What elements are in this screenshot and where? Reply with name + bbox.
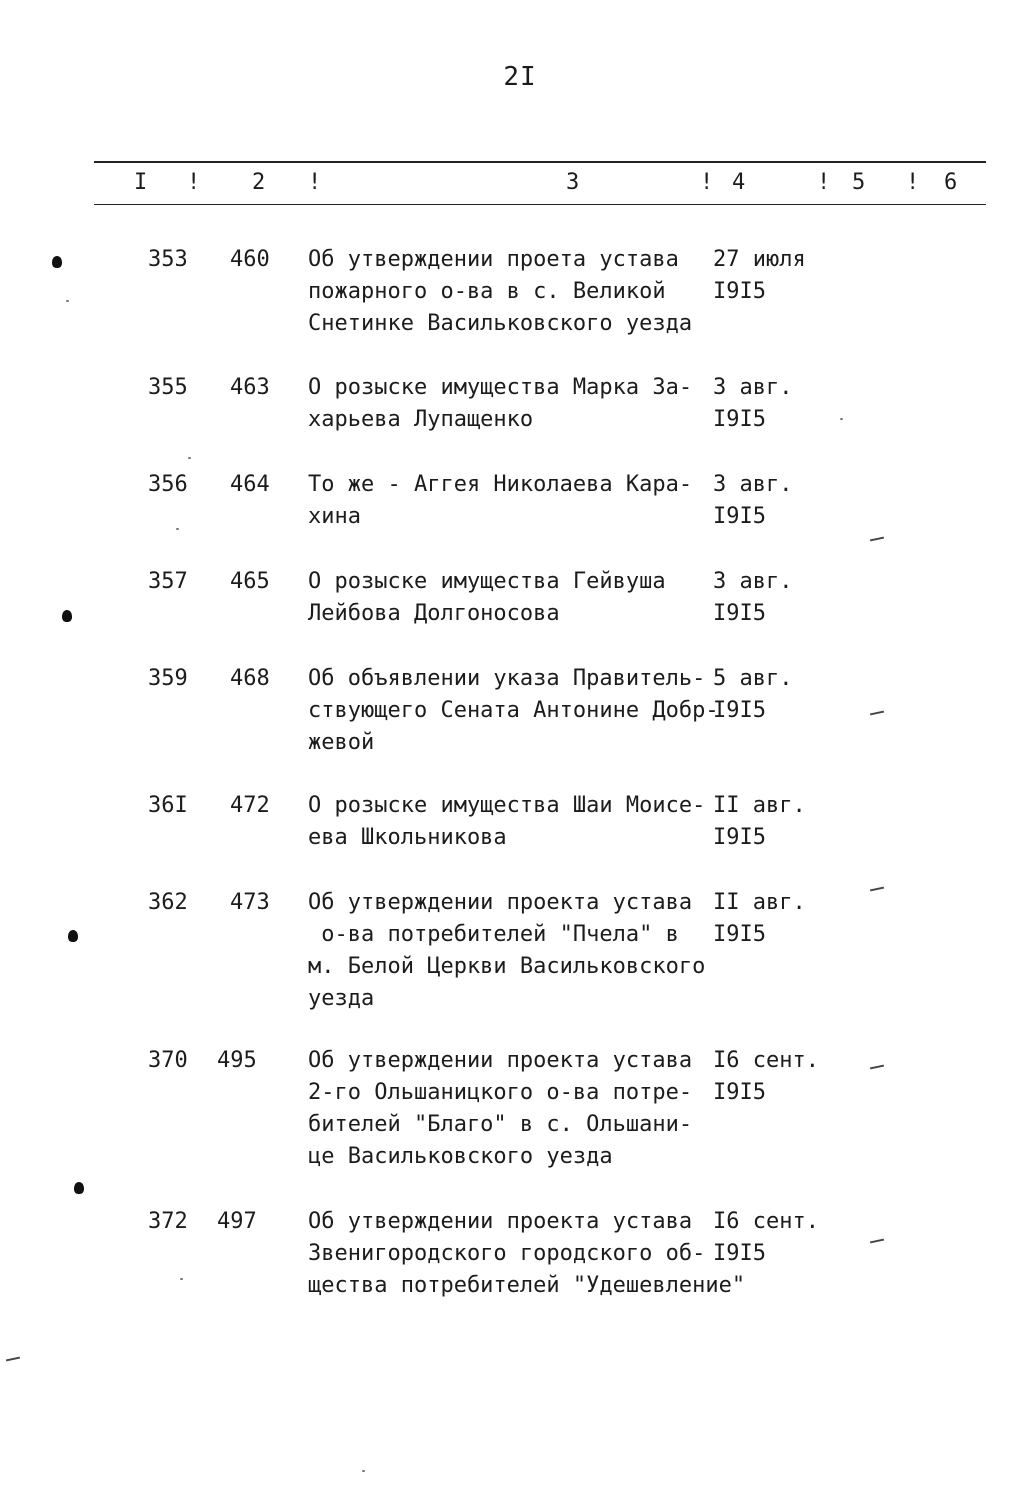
sheet-number: 464 (230, 472, 270, 497)
record-number: 353 (148, 247, 188, 272)
scan-speck (840, 418, 843, 420)
year: I9I5 (713, 504, 766, 529)
record-number: 372 (148, 1209, 188, 1234)
table-top-rule (94, 161, 986, 163)
description-line: о-ва потребителей "Пчела" в (308, 922, 679, 947)
scan-speck (870, 887, 884, 892)
header-separator: ! (906, 170, 920, 195)
year: I9I5 (713, 1080, 766, 1105)
description-line: Об утверждении проекта устава (308, 890, 693, 915)
header-col6: 6 (944, 170, 958, 195)
description-line: Об утверждении проета устава (308, 247, 679, 272)
year: I9I5 (713, 1241, 766, 1266)
description-line: жевой (308, 730, 375, 755)
sheet-number: 465 (230, 569, 270, 594)
description-line: О розыске имущества Шаи Моисе- (308, 793, 706, 818)
page-number: 2I (503, 62, 537, 92)
date: II авг. (713, 890, 806, 915)
date: I6 сент. (713, 1209, 819, 1234)
description-line: То же - Аггея Николаева Кара- (308, 472, 693, 497)
scan-speck (176, 528, 179, 530)
scan-speck (180, 1278, 183, 1280)
record-number: 36I (148, 793, 188, 818)
sheet-number: 472 (230, 793, 270, 818)
description-line: О розыске имущества Марка За- (308, 375, 693, 400)
header-col4: 4 (732, 170, 746, 195)
sheet-number: 460 (230, 247, 270, 272)
date: 3 авг. (713, 472, 793, 497)
description-line: ствующего Сената Антонине Добр- (308, 698, 719, 723)
date: I6 сент. (713, 1048, 819, 1073)
scan-speck (188, 457, 191, 459)
scan-speck (870, 1239, 884, 1244)
header-col3: 3 (566, 170, 580, 195)
date: 3 авг. (713, 569, 793, 594)
description-line: Звенигородского городского об- (308, 1241, 706, 1266)
description-line: О розыске имущества Гейвуша (308, 569, 666, 594)
header-separator: ! (700, 170, 714, 195)
sheet-number: 497 (217, 1209, 257, 1234)
description-line: Об утверждении проекта устава (308, 1048, 693, 1073)
description-line: ева Школьникова (308, 825, 507, 850)
year: I9I5 (713, 407, 766, 432)
record-number: 355 (148, 375, 188, 400)
sheet-number: 495 (217, 1048, 257, 1073)
table-header-rule (94, 204, 986, 205)
record-number: 356 (148, 472, 188, 497)
scan-speck (870, 711, 884, 716)
description-line: це Васильковского уезда (308, 1144, 613, 1169)
description-line: Об утверждении проекта устава (308, 1209, 693, 1234)
record-number: 357 (148, 569, 188, 594)
description-line: щества потребителей "Удешевление" (308, 1273, 746, 1298)
description-line: уезда (308, 986, 375, 1011)
record-number: 370 (148, 1048, 188, 1073)
scan-speck (362, 1470, 365, 1472)
punch-hole-mark (62, 610, 72, 622)
scan-speck (870, 1065, 884, 1070)
scan-speck (6, 1357, 20, 1362)
punch-hole-mark (68, 930, 78, 942)
header-separator: ! (817, 170, 831, 195)
year: I9I5 (713, 279, 766, 304)
description-line: харьева Лупащенко (308, 407, 534, 432)
date: II авг. (713, 793, 806, 818)
sheet-number: 473 (230, 890, 270, 915)
description-line: пожарного о-ва в с. Великой (308, 279, 666, 304)
header-col2: 2 (252, 170, 266, 195)
year: I9I5 (713, 922, 766, 947)
scan-speck (870, 537, 884, 542)
description-line: хина (308, 504, 361, 529)
punch-hole-mark (52, 256, 62, 268)
sheet-number: 463 (230, 375, 270, 400)
date: 3 авг. (713, 375, 793, 400)
description-line: Лейбова Долгоносова (308, 601, 560, 626)
header-separator: ! (308, 170, 322, 195)
punch-hole-mark (74, 1182, 84, 1194)
header-separator: ! (187, 170, 201, 195)
description-line: 2-го Ольшаницкого о-ва потре- (308, 1080, 693, 1105)
date: 27 июля (713, 247, 806, 272)
description-line: Об объявлении указа Правитель- (308, 666, 706, 691)
header-col1: I (134, 170, 148, 195)
record-number: 359 (148, 666, 188, 691)
sheet-number: 468 (230, 666, 270, 691)
year: I9I5 (713, 825, 766, 850)
description-line: бителей "Благо" в с. Ольшани- (308, 1112, 693, 1137)
description-line: Снетинке Васильковского уезда (308, 311, 693, 336)
record-number: 362 (148, 890, 188, 915)
date: 5 авг. (713, 666, 793, 691)
scan-speck (66, 300, 69, 302)
description-line: м. Белой Церкви Васильковского (308, 954, 706, 979)
year: I9I5 (713, 601, 766, 626)
year: I9I5 (713, 698, 766, 723)
header-col5: 5 (852, 170, 866, 195)
